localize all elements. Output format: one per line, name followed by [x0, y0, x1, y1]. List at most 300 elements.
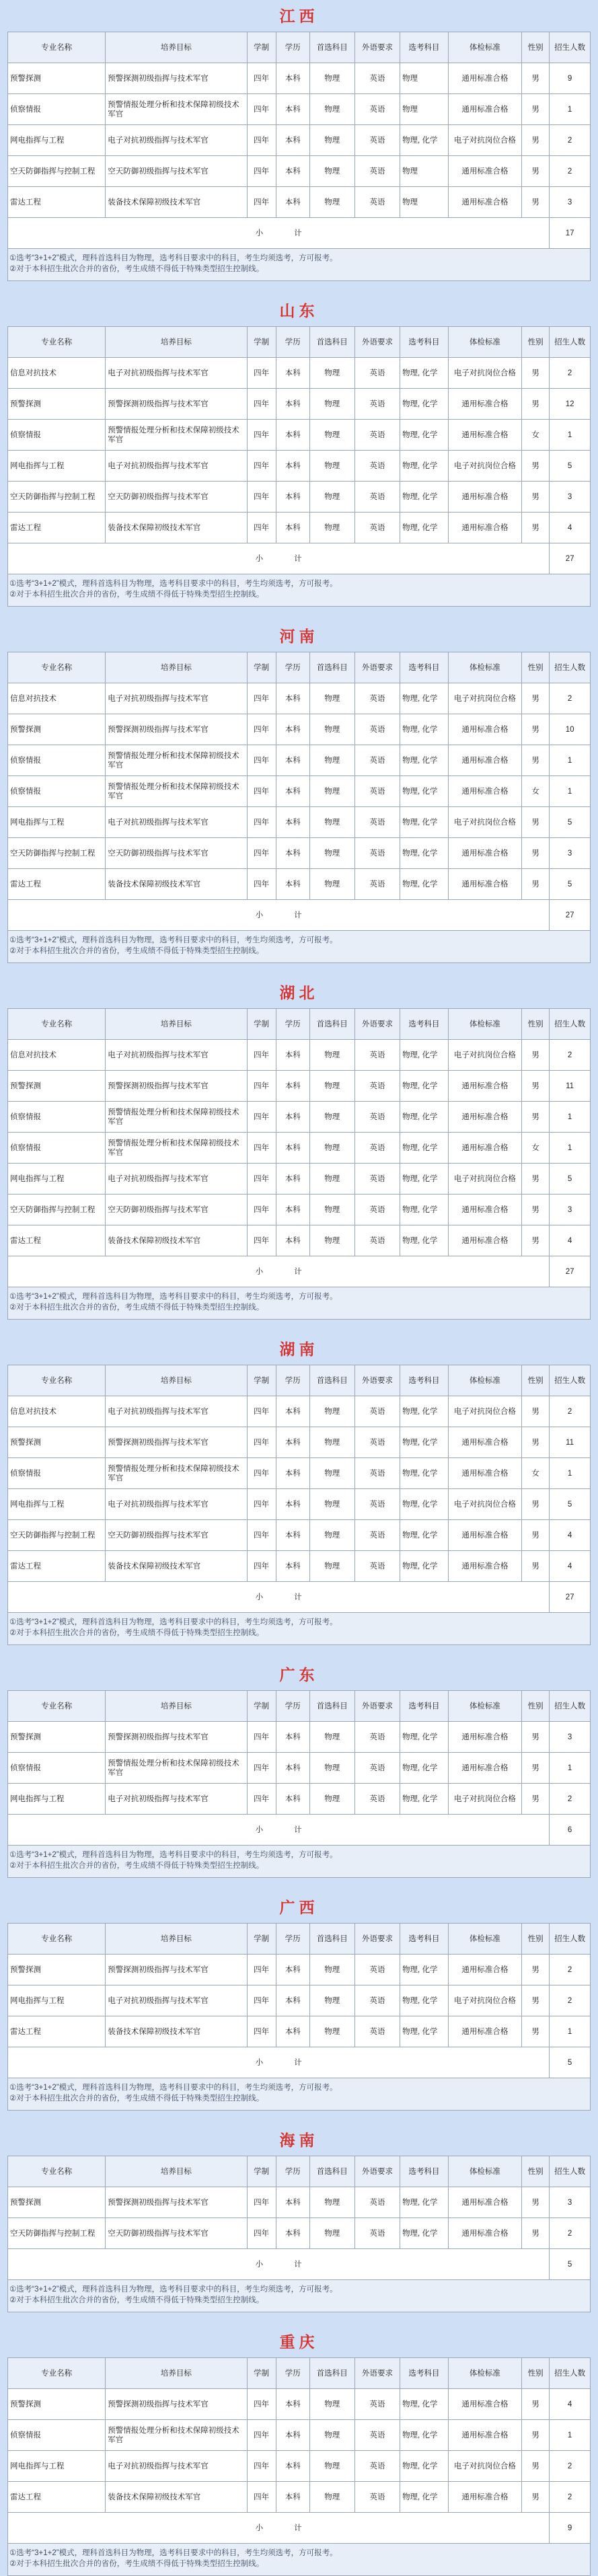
table-header-row: [8, 2156, 591, 2187]
table-cell: 四年: [247, 1955, 276, 1985]
table-cell: 男: [522, 2420, 550, 2451]
table-cell: 本科: [276, 2389, 309, 2420]
table-cell: 英语: [354, 2451, 400, 2482]
table-cell: 通用标准合格: [448, 1427, 521, 1458]
table-row: [8, 1722, 591, 1753]
table-cell: 物理, 化学: [400, 807, 449, 838]
table-cell: 3: [550, 1195, 591, 1225]
table-cell: 网电指挥与工程: [8, 2451, 106, 2482]
notes-box: [7, 249, 591, 281]
table-cell: 网电指挥与工程: [8, 1985, 106, 2016]
table-header-row: [8, 327, 591, 358]
column-header: 体检标准: [448, 1691, 521, 1722]
table-cell: 英语: [354, 451, 400, 482]
table-cell: 英语: [354, 420, 400, 451]
table-cell: 物理, 化学: [400, 776, 449, 807]
table-cell: 5: [550, 1164, 591, 1195]
table-cell: 本科: [276, 1133, 309, 1164]
table-cell: 通用标准合格: [448, 1458, 521, 1489]
table-cell: 2: [550, 156, 591, 187]
table-row: [8, 1102, 591, 1133]
table-cell: 侦察情报: [8, 1753, 106, 1784]
province-section: [3, 621, 595, 963]
table-cell: 物理, 化学: [400, 1753, 449, 1784]
table-cell: 本科: [276, 1784, 309, 1815]
table-cell: 男: [522, 838, 550, 869]
note-line: ①选考“3+1+2”模式，理科首选科目为物理，选考科目要求中的科目，考生均须选考，方可报考。: [9, 2549, 338, 2557]
table-cell: 4: [550, 1520, 591, 1551]
province-section: [3, 1892, 595, 2111]
table-cell: 本科: [276, 1195, 309, 1225]
table-cell: 女: [522, 776, 550, 807]
table-cell: 男: [522, 389, 550, 420]
table-cell: 物理, 化学: [400, 2218, 449, 2249]
notes-box: [7, 1846, 591, 1878]
subtotal-row: [8, 1582, 591, 1613]
table-cell: 本科: [276, 94, 309, 125]
table-cell: 空天防御初级指挥与技术军官: [106, 1520, 247, 1551]
table-row: [8, 482, 591, 513]
table-cell: 四年: [247, 156, 276, 187]
table-cell: 女: [522, 1458, 550, 1489]
table-cell: 本科: [276, 1427, 309, 1458]
table-cell: 空天防御初级指挥与技术军官: [106, 1195, 247, 1225]
table-cell: 四年: [247, 1985, 276, 2016]
table-cell: 英语: [354, 2420, 400, 2451]
table-cell: 四年: [247, 838, 276, 869]
table-cell: 本科: [276, 683, 309, 714]
column-header: 专业名称: [8, 2156, 106, 2187]
column-header: 培养目标: [106, 2358, 247, 2389]
table-cell: 四年: [247, 94, 276, 125]
table-cell: 四年: [247, 2451, 276, 2482]
table-row: [8, 1195, 591, 1225]
subtotal-label: 小 计: [8, 900, 550, 931]
table-cell: 物理: [309, 1551, 354, 1582]
table-cell: 通用标准合格: [448, 1133, 521, 1164]
table-header-row: [8, 32, 591, 63]
table-cell: 四年: [247, 1551, 276, 1582]
table-cell: 四年: [247, 125, 276, 156]
table-cell: 本科: [276, 125, 309, 156]
table-cell: 4: [550, 513, 591, 543]
table-cell: 通用标准合格: [448, 156, 521, 187]
province-section: [3, 2326, 595, 2576]
column-header: 体检标准: [448, 1009, 521, 1040]
table-cell: 英语: [354, 807, 400, 838]
table-cell: 雷达工程: [8, 1225, 106, 1256]
table-cell: 物理: [309, 838, 354, 869]
table-cell: 物理: [309, 358, 354, 389]
table-cell: 预警探测: [8, 1722, 106, 1753]
table-cell: 物理, 化学: [400, 683, 449, 714]
column-header: 体检标准: [448, 1924, 521, 1955]
province-title: 河南: [279, 628, 319, 645]
table-cell: 四年: [247, 1427, 276, 1458]
table-cell: 物理: [309, 1040, 354, 1071]
table-cell: 男: [522, 2187, 550, 2218]
table-cell: 物理: [309, 389, 354, 420]
admissions-table: [7, 1690, 591, 1846]
admissions-table: [7, 652, 591, 931]
table-cell: 英语: [354, 1133, 400, 1164]
table-cell: 四年: [247, 451, 276, 482]
table-row: [8, 1040, 591, 1071]
table-cell: 通用标准合格: [448, 2389, 521, 2420]
table-cell: 男: [522, 2218, 550, 2249]
table-cell: 空天防御指挥与控制工程: [8, 482, 106, 513]
table-cell: 男: [522, 1784, 550, 1815]
table-cell: 4: [550, 1225, 591, 1256]
table-cell: 电子对抗岗位合格: [448, 125, 521, 156]
column-header: 性别: [522, 1691, 550, 1722]
table-cell: 2: [550, 125, 591, 156]
note-line: ①选考“3+1+2”模式，理科首选科目为物理，选考科目要求中的科目，考生均须选考，方可报考。: [9, 580, 338, 588]
table-cell: 英语: [354, 776, 400, 807]
column-header: 性别: [522, 32, 550, 63]
table-row: [8, 683, 591, 714]
column-header: 外语要求: [354, 2358, 400, 2389]
column-header: 性别: [522, 2358, 550, 2389]
table-cell: 四年: [247, 1040, 276, 1071]
table-cell: 网电指挥与工程: [8, 125, 106, 156]
column-header: 选考科目: [400, 32, 449, 63]
table-cell: 本科: [276, 451, 309, 482]
note-line: ①选考“3+1+2”模式，理科首选科目为物理，选考科目要求中的科目，考生均须选考，方可报考。: [9, 1618, 338, 1626]
notes-box: [7, 574, 591, 607]
table-cell: 本科: [276, 482, 309, 513]
table-cell: 英语: [354, 1458, 400, 1489]
table-cell: 男: [522, 1985, 550, 2016]
table-cell: 物理: [309, 1489, 354, 1520]
table-cell: 男: [522, 451, 550, 482]
table-cell: 通用标准合格: [448, 1195, 521, 1225]
subtotal-value: 27: [550, 1256, 591, 1287]
table-cell: 物理, 化学: [400, 451, 449, 482]
column-header: 专业名称: [8, 1365, 106, 1396]
note-line: ②对于本科招生批次合并的省份，考生成绩不得低于特殊类型招生控制线。: [9, 2094, 264, 2103]
table-cell: 5: [550, 1489, 591, 1520]
subtotal-row: [8, 1256, 591, 1287]
table-cell: 物理, 化学: [400, 869, 449, 900]
note-line: ①选考“3+1+2”模式，理科首选科目为物理，选考科目要求中的科目，考生均须选考，方可报考。: [9, 254, 338, 262]
note-line: ②对于本科招生批次合并的省份，考生成绩不得低于特殊类型招生控制线。: [9, 591, 264, 599]
table-cell: 英语: [354, 63, 400, 94]
table-cell: 预警情报处理分析和技术保障初级技术军官: [106, 1102, 247, 1133]
column-header: 招生人数: [550, 32, 591, 63]
table-cell: 女: [522, 1133, 550, 1164]
table-cell: 通用标准合格: [448, 420, 521, 451]
table-cell: 四年: [247, 1722, 276, 1753]
table-cell: 物理, 化学: [400, 1396, 449, 1427]
table-cell: 1: [550, 2420, 591, 2451]
table-cell: 物理: [309, 2389, 354, 2420]
table-cell: 预警情报处理分析和技术保障初级技术军官: [106, 2420, 247, 2451]
table-cell: 本科: [276, 420, 309, 451]
table-cell: 男: [522, 1489, 550, 1520]
note-line: ②对于本科招生批次合并的省份，考生成绩不得低于特殊类型招生控制线。: [9, 2296, 264, 2304]
table-row: [8, 1164, 591, 1195]
table-row: [8, 1520, 591, 1551]
subtotal-value: 27: [550, 900, 591, 931]
table-row: [8, 807, 591, 838]
table-cell: 四年: [247, 389, 276, 420]
table-cell: 英语: [354, 94, 400, 125]
table-cell: 信息对抗技术: [8, 1396, 106, 1427]
table-cell: 四年: [247, 1225, 276, 1256]
column-header: 专业名称: [8, 1009, 106, 1040]
table-cell: 男: [522, 156, 550, 187]
column-header: 体检标准: [448, 327, 521, 358]
table-cell: 电子对抗初级指挥与技术军官: [106, 1784, 247, 1815]
table-cell: 本科: [276, 63, 309, 94]
table-cell: 侦察情报: [8, 94, 106, 125]
table-cell: 四年: [247, 1520, 276, 1551]
table-cell: 本科: [276, 389, 309, 420]
table-cell: 本科: [276, 869, 309, 900]
table-cell: 物理: [309, 2451, 354, 2482]
table-cell: 通用标准合格: [448, 2187, 521, 2218]
table-cell: 物理: [309, 1225, 354, 1256]
column-header: 性别: [522, 1924, 550, 1955]
table-cell: 物理, 化学: [400, 1985, 449, 2016]
table-cell: 装备技术保障初级技术军官: [106, 869, 247, 900]
table-cell: 装备技术保障初级技术军官: [106, 2482, 247, 2513]
table-cell: 英语: [354, 2218, 400, 2249]
column-header: 首选科目: [309, 32, 354, 63]
table-cell: 英语: [354, 1102, 400, 1133]
table-cell: 预警探测: [8, 63, 106, 94]
province-title: 广西: [279, 1899, 319, 1916]
table-cell: 网电指挥与工程: [8, 1164, 106, 1195]
table-cell: 物理: [309, 1195, 354, 1225]
table-cell: 英语: [354, 389, 400, 420]
column-header: 首选科目: [309, 1009, 354, 1040]
column-header: 学历: [276, 32, 309, 63]
column-header: 专业名称: [8, 327, 106, 358]
table-cell: 电子对抗岗位合格: [448, 1784, 521, 1815]
table-cell: 物理: [309, 1071, 354, 1102]
table-cell: 物理: [309, 513, 354, 543]
subtotal-value: 17: [550, 218, 591, 249]
table-cell: 预警探测初级指挥与技术军官: [106, 63, 247, 94]
table-cell: 预警探测: [8, 2389, 106, 2420]
table-cell: 四年: [247, 776, 276, 807]
subtotal-label: 小 计: [8, 2513, 550, 2544]
table-cell: 男: [522, 1520, 550, 1551]
table-cell: 网电指挥与工程: [8, 451, 106, 482]
column-header: 学制: [247, 652, 276, 683]
table-cell: 2: [550, 1784, 591, 1815]
table-cell: 1: [550, 1102, 591, 1133]
table-cell: 通用标准合格: [448, 187, 521, 218]
note-line: ①选考“3+1+2”模式，理科首选科目为物理，选考科目要求中的科目，考生均须选考，方可报考。: [9, 936, 338, 944]
table-cell: 1: [550, 1133, 591, 1164]
table-cell: 男: [522, 2451, 550, 2482]
table-cell: 英语: [354, 1489, 400, 1520]
table-cell: 空天防御指挥与控制工程: [8, 838, 106, 869]
table-cell: 信息对抗技术: [8, 683, 106, 714]
table-cell: 9: [550, 63, 591, 94]
note-line: ②对于本科招生批次合并的省份，考生成绩不得低于特殊类型招生控制线。: [9, 947, 264, 955]
table-cell: 网电指挥与工程: [8, 807, 106, 838]
table-cell: 四年: [247, 869, 276, 900]
subtotal-value: 5: [550, 2047, 591, 2078]
table-cell: 四年: [247, 1396, 276, 1427]
subtotal-label: 小 计: [8, 2047, 550, 2078]
table-row: [8, 1133, 591, 1164]
table-cell: 四年: [247, 683, 276, 714]
table-cell: 男: [522, 1164, 550, 1195]
table-cell: 英语: [354, 745, 400, 776]
column-header: 学制: [247, 2358, 276, 2389]
table-cell: 电子对抗初级指挥与技术军官: [106, 451, 247, 482]
note-line: ①选考“3+1+2”模式，理科首选科目为物理，选考科目要求中的科目，考生均须选考，方可报考。: [9, 2285, 338, 2294]
table-cell: 四年: [247, 1102, 276, 1133]
province-section: [3, 1659, 595, 1878]
table-cell: 空天防御初级指挥与技术军官: [106, 156, 247, 187]
table-cell: 男: [522, 125, 550, 156]
table-cell: 侦察情报: [8, 2420, 106, 2451]
table-cell: 雷达工程: [8, 1551, 106, 1582]
column-header: 学历: [276, 2156, 309, 2187]
note-line: ②对于本科招生批次合并的省份，考生成绩不得低于特殊类型招生控制线。: [9, 1862, 264, 1870]
table-cell: 12: [550, 389, 591, 420]
column-header: 选考科目: [400, 2156, 449, 2187]
column-header: 性别: [522, 2156, 550, 2187]
table-cell: 网电指挥与工程: [8, 1784, 106, 1815]
table-cell: 男: [522, 869, 550, 900]
province-section: [3, 1334, 595, 1645]
table-cell: 电子对抗初级指挥与技术军官: [106, 358, 247, 389]
table-cell: 通用标准合格: [448, 63, 521, 94]
table-cell: 英语: [354, 1396, 400, 1427]
table-cell: 电子对抗初级指挥与技术军官: [106, 125, 247, 156]
column-header: 学历: [276, 1691, 309, 1722]
table-cell: 四年: [247, 1458, 276, 1489]
table-row: [8, 358, 591, 389]
table-cell: 侦察情报: [8, 1133, 106, 1164]
table-cell: 1: [550, 776, 591, 807]
table-cell: 本科: [276, 156, 309, 187]
table-cell: 信息对抗技术: [8, 1040, 106, 1071]
column-header: 选考科目: [400, 1009, 449, 1040]
table-cell: 11: [550, 1427, 591, 1458]
admissions-table: [7, 2357, 591, 2544]
admissions-table: [7, 1923, 591, 2078]
table-cell: 物理: [309, 1396, 354, 1427]
notes-box: [7, 1287, 591, 1320]
table-cell: 通用标准合格: [448, 714, 521, 745]
column-header: 学历: [276, 327, 309, 358]
table-cell: 2: [550, 683, 591, 714]
table-cell: 预警探测初级指挥与技术军官: [106, 389, 247, 420]
column-header: 首选科目: [309, 2156, 354, 2187]
table-cell: 侦察情报: [8, 745, 106, 776]
table-row: [8, 420, 591, 451]
column-header: 选考科目: [400, 652, 449, 683]
table-cell: 5: [550, 807, 591, 838]
column-header: 外语要求: [354, 652, 400, 683]
table-cell: 英语: [354, 2187, 400, 2218]
table-cell: 空天防御指挥与控制工程: [8, 2218, 106, 2249]
table-cell: 电子对抗岗位合格: [448, 2451, 521, 2482]
admissions-table: [7, 1365, 591, 1613]
column-header: 学历: [276, 2358, 309, 2389]
column-header: 专业名称: [8, 32, 106, 63]
table-row: [8, 2420, 591, 2451]
table-cell: 1: [550, 1458, 591, 1489]
column-header: 培养目标: [106, 2156, 247, 2187]
table-cell: 四年: [247, 1195, 276, 1225]
table-cell: 物理: [309, 94, 354, 125]
table-cell: 3: [550, 187, 591, 218]
table-cell: 英语: [354, 156, 400, 187]
table-cell: 英语: [354, 482, 400, 513]
column-header: 性别: [522, 327, 550, 358]
table-cell: 四年: [247, 63, 276, 94]
table-row: [8, 1955, 591, 1985]
table-cell: 英语: [354, 1040, 400, 1071]
table-cell: 物理: [309, 1102, 354, 1133]
table-cell: 物理: [309, 1985, 354, 2016]
subtotal-value: 9: [550, 2513, 591, 2544]
table-cell: 本科: [276, 1551, 309, 1582]
table-cell: 物理, 化学: [400, 420, 449, 451]
column-header: 学历: [276, 1924, 309, 1955]
table-row: [8, 745, 591, 776]
column-header: 招生人数: [550, 1365, 591, 1396]
table-header-row: [8, 1009, 591, 1040]
table-cell: 英语: [354, 714, 400, 745]
column-header: 招生人数: [550, 1009, 591, 1040]
table-cell: 男: [522, 482, 550, 513]
province-title: 湖南: [279, 1340, 319, 1358]
column-header: 学制: [247, 327, 276, 358]
table-cell: 本科: [276, 1722, 309, 1753]
column-header: 专业名称: [8, 652, 106, 683]
table-cell: 1: [550, 745, 591, 776]
table-cell: 电子对抗初级指挥与技术军官: [106, 1489, 247, 1520]
column-header: 学历: [276, 652, 309, 683]
table-cell: 男: [522, 1551, 550, 1582]
table-cell: 电子对抗岗位合格: [448, 1985, 521, 2016]
table-cell: 英语: [354, 683, 400, 714]
table-cell: 本科: [276, 1164, 309, 1195]
subtotal-row: [8, 543, 591, 574]
table-cell: 物理, 化学: [400, 125, 449, 156]
table-cell: 物理, 化学: [400, 482, 449, 513]
column-header: 培养目标: [106, 1924, 247, 1955]
table-cell: 5: [550, 451, 591, 482]
table-cell: 四年: [247, 358, 276, 389]
column-header: 学历: [276, 1365, 309, 1396]
table-cell: 通用标准合格: [448, 1225, 521, 1256]
notes-box: [7, 1613, 591, 1645]
table-cell: 物理, 化学: [400, 2482, 449, 2513]
table-cell: 雷达工程: [8, 187, 106, 218]
table-cell: 物理, 化学: [400, 1427, 449, 1458]
column-header: 专业名称: [8, 1924, 106, 1955]
table-cell: 物理: [309, 807, 354, 838]
table-cell: 本科: [276, 1985, 309, 2016]
table-cell: 英语: [354, 125, 400, 156]
table-cell: 物理, 化学: [400, 1071, 449, 1102]
table-cell: 装备技术保障初级技术军官: [106, 187, 247, 218]
column-header: 学历: [276, 1009, 309, 1040]
subtotal-label: 小 计: [8, 1815, 550, 1846]
note-line: ②对于本科招生批次合并的省份，考生成绩不得低于特殊类型招生控制线。: [9, 1303, 264, 1312]
